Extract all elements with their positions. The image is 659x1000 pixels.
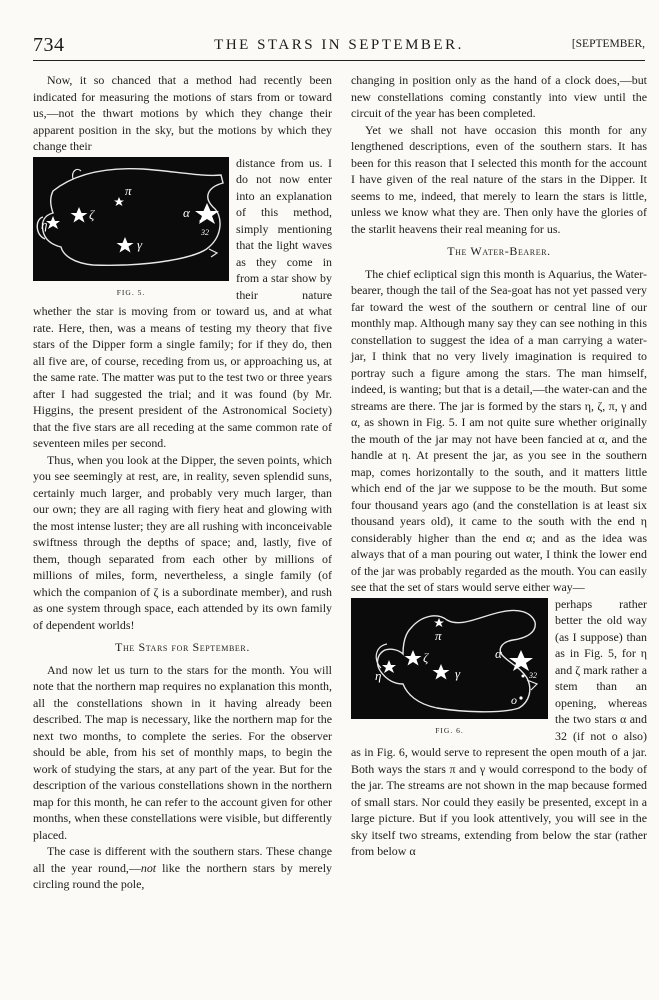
star-alpha [509,650,533,671]
fig5-star-map [33,157,229,281]
label-eta: η [375,667,382,683]
label-pi: π [435,627,442,643]
running-section: [SEPTEMBER, [571,38,645,50]
star-gamma [117,237,134,253]
paragraph: Now, it so chanced that a method had recently been indicated for measuring the motions of stars from or toward us,—not the thwart motions by which they change their apparent position in the sky, but the motions by which they change their [33,73,332,153]
star-alpha [195,203,219,224]
star-zeta [405,650,422,666]
star-zeta [71,207,88,223]
fig6-caption: FIG. 6. [435,725,464,735]
paragraph: distance from us. I do not now enter into an explanation of this method, simply mentioning that the light waves as they come in from a star show by their nature whether the star is moving from or toward us, and at what rate. Here, then, was a means of testing my theory that five stars of the Dipper form a single family; for if they do, then all five are, of course, receding from us, or approaching us, at the same rate. The matter was put to the test two or three years after I had suggested the trial; and it was found (by Mr. Higgins, the present president of the Astronomical Society) that the five stars are all receding at the same common rate of seventeen miles per second. [33,155,332,450]
running-title: THE STARS IN SEPTEMBER. [214,37,464,53]
paragraph: Thus, when you look at the Dipper, the seven points, which you see seemingly at rest, are, in reality, seven splendid suns, certainly much larger, and probably very much larger, than our own; they are all raging with fiery heat and glowing with the most intense luster; they are all rushing with inconceivable swiftness through the depths of space; and, lastly, five of them, though separated from each other by millions of millions of miles, form, nevertheless, a single family (of which the companion of ζ is a subordinate member), and rush as one system through space, each attended by its own family of dependent worlds! [33,452,332,632]
running-header [33,34,645,58]
paragraph: perhaps rather better the old way (as I suppose) than as in Fig. 5, for η and ζ mark rather a stem than an opening, whereas the two stars α and 32 (if not o also) as in Fig. 6, would serve to represent the open mouth of a jar. Both ways the stars π and γ would correspond to the body of the jar. The streams are not shown in the map because formed of small stars. Nor could they easily be presented, except in a large picture. But if you look attentively, you will see in the sky itself two streams, extending from below the star (rather from below α [351,596,647,858]
fig5-caption: FIG. 5. [116,287,146,297]
paragraph: The chief ecliptical sign this month is Aquarius, the Water-bearer, though the tail of the Sea-goat has not yet passed very far toward the west of the southern or central line of our monthly map. Although many say they can see nothing in this constellation to suggest the idea of a man carrying a water-jar, I think that no very lively imagination is required to portray such a figure among the stars. The man himself, indeed, is wanting; but that is a detail,—the water-can and the streams are there. The jar is formed by the stars η, ζ, π, γ and α, as shown in Fig. 5. I am not quite sure whether originally the mouth of the jar may not have been fancied at α, and the handle at η. At present the jar, as you see in the southern map, comes horizontally to the south, and it matters little which end of the jar we suppose to be the mouth. But some four thousand years ago (and the constellation is at least six thousand years old), it came to the south with the end η considerably higher than the end α; and as the idea was always that of a man pouring out water, I think the lower end of the jar was probably regarded as the mouth. You can easily see that the set of stars would serve either way— [351,266,647,594]
star-32 [522,674,525,677]
label-gamma: γ [455,665,461,681]
star-pi [434,618,444,627]
star-o [519,696,522,699]
fig5-stars [46,197,219,253]
section-heading: The Water-Bearer. [447,244,551,258]
label-alpha: α [183,204,190,220]
right-column [351,72,647,860]
label-eta: η [41,216,48,232]
label-pi: π [125,182,132,198]
fig6-star-map [351,598,548,719]
star-gamma [433,664,450,680]
label-o: o [511,692,517,707]
label-alpha: α [495,645,502,661]
left-column [33,72,332,893]
paragraph: changing in position only as the hand of a clock does,—but new constellations coming constantly into view until the circuit of the year has been completed. [351,73,647,120]
section-heading: The Stars for September. [115,640,250,654]
paragraph: The case is different with the southern stars. These change all the year round,—not like the northern stars by merely circling round the pole, [33,844,332,891]
jar-spout [209,249,217,257]
label-32: 32 [529,670,537,680]
star-eta [382,660,396,673]
figure-6 [351,598,548,740]
label-zeta: ζ [423,649,429,665]
label-zeta: ζ [89,206,95,222]
jar-handle [376,644,387,668]
star-32 [200,219,203,222]
star-eta [46,216,60,229]
fig6-jar-drawing [351,598,548,719]
label-gamma: γ [137,236,143,252]
fig5-jar-drawing [33,157,229,281]
star-pi [114,197,124,206]
label-32: 32 [201,227,209,237]
figure-5 [33,157,229,302]
page-number: 734 [33,34,65,56]
jar-outline [42,168,223,265]
header-rule [33,60,645,61]
paragraph: Yet we shall not have occasion this month for any lengthened descriptions, even of the southern stars. It has been for this reason that I selected this month for the account I have given of the real nature of the stars in the Dipper. It seems to me, indeed, that merely to learn the stars is little, unless we know what they are. Then only have the glories of the starlit heavens their real meaning for us. [351,122,647,236]
paragraph: And now let us turn to the stars for the month. You will note that the northern map requires no explanation this month, all the constellations shown in it having already been described. The map is necessary, like the northern map for the next two months, to complete the series. For the observer should be able, from his set of monthly maps, to begin the work of studying the stars, at any part of the year. But for the description of the various constellations shown in the northern map for this month, he can refer to the account given for other months, when these constellations were visible, but differently placed. [33,662,332,842]
